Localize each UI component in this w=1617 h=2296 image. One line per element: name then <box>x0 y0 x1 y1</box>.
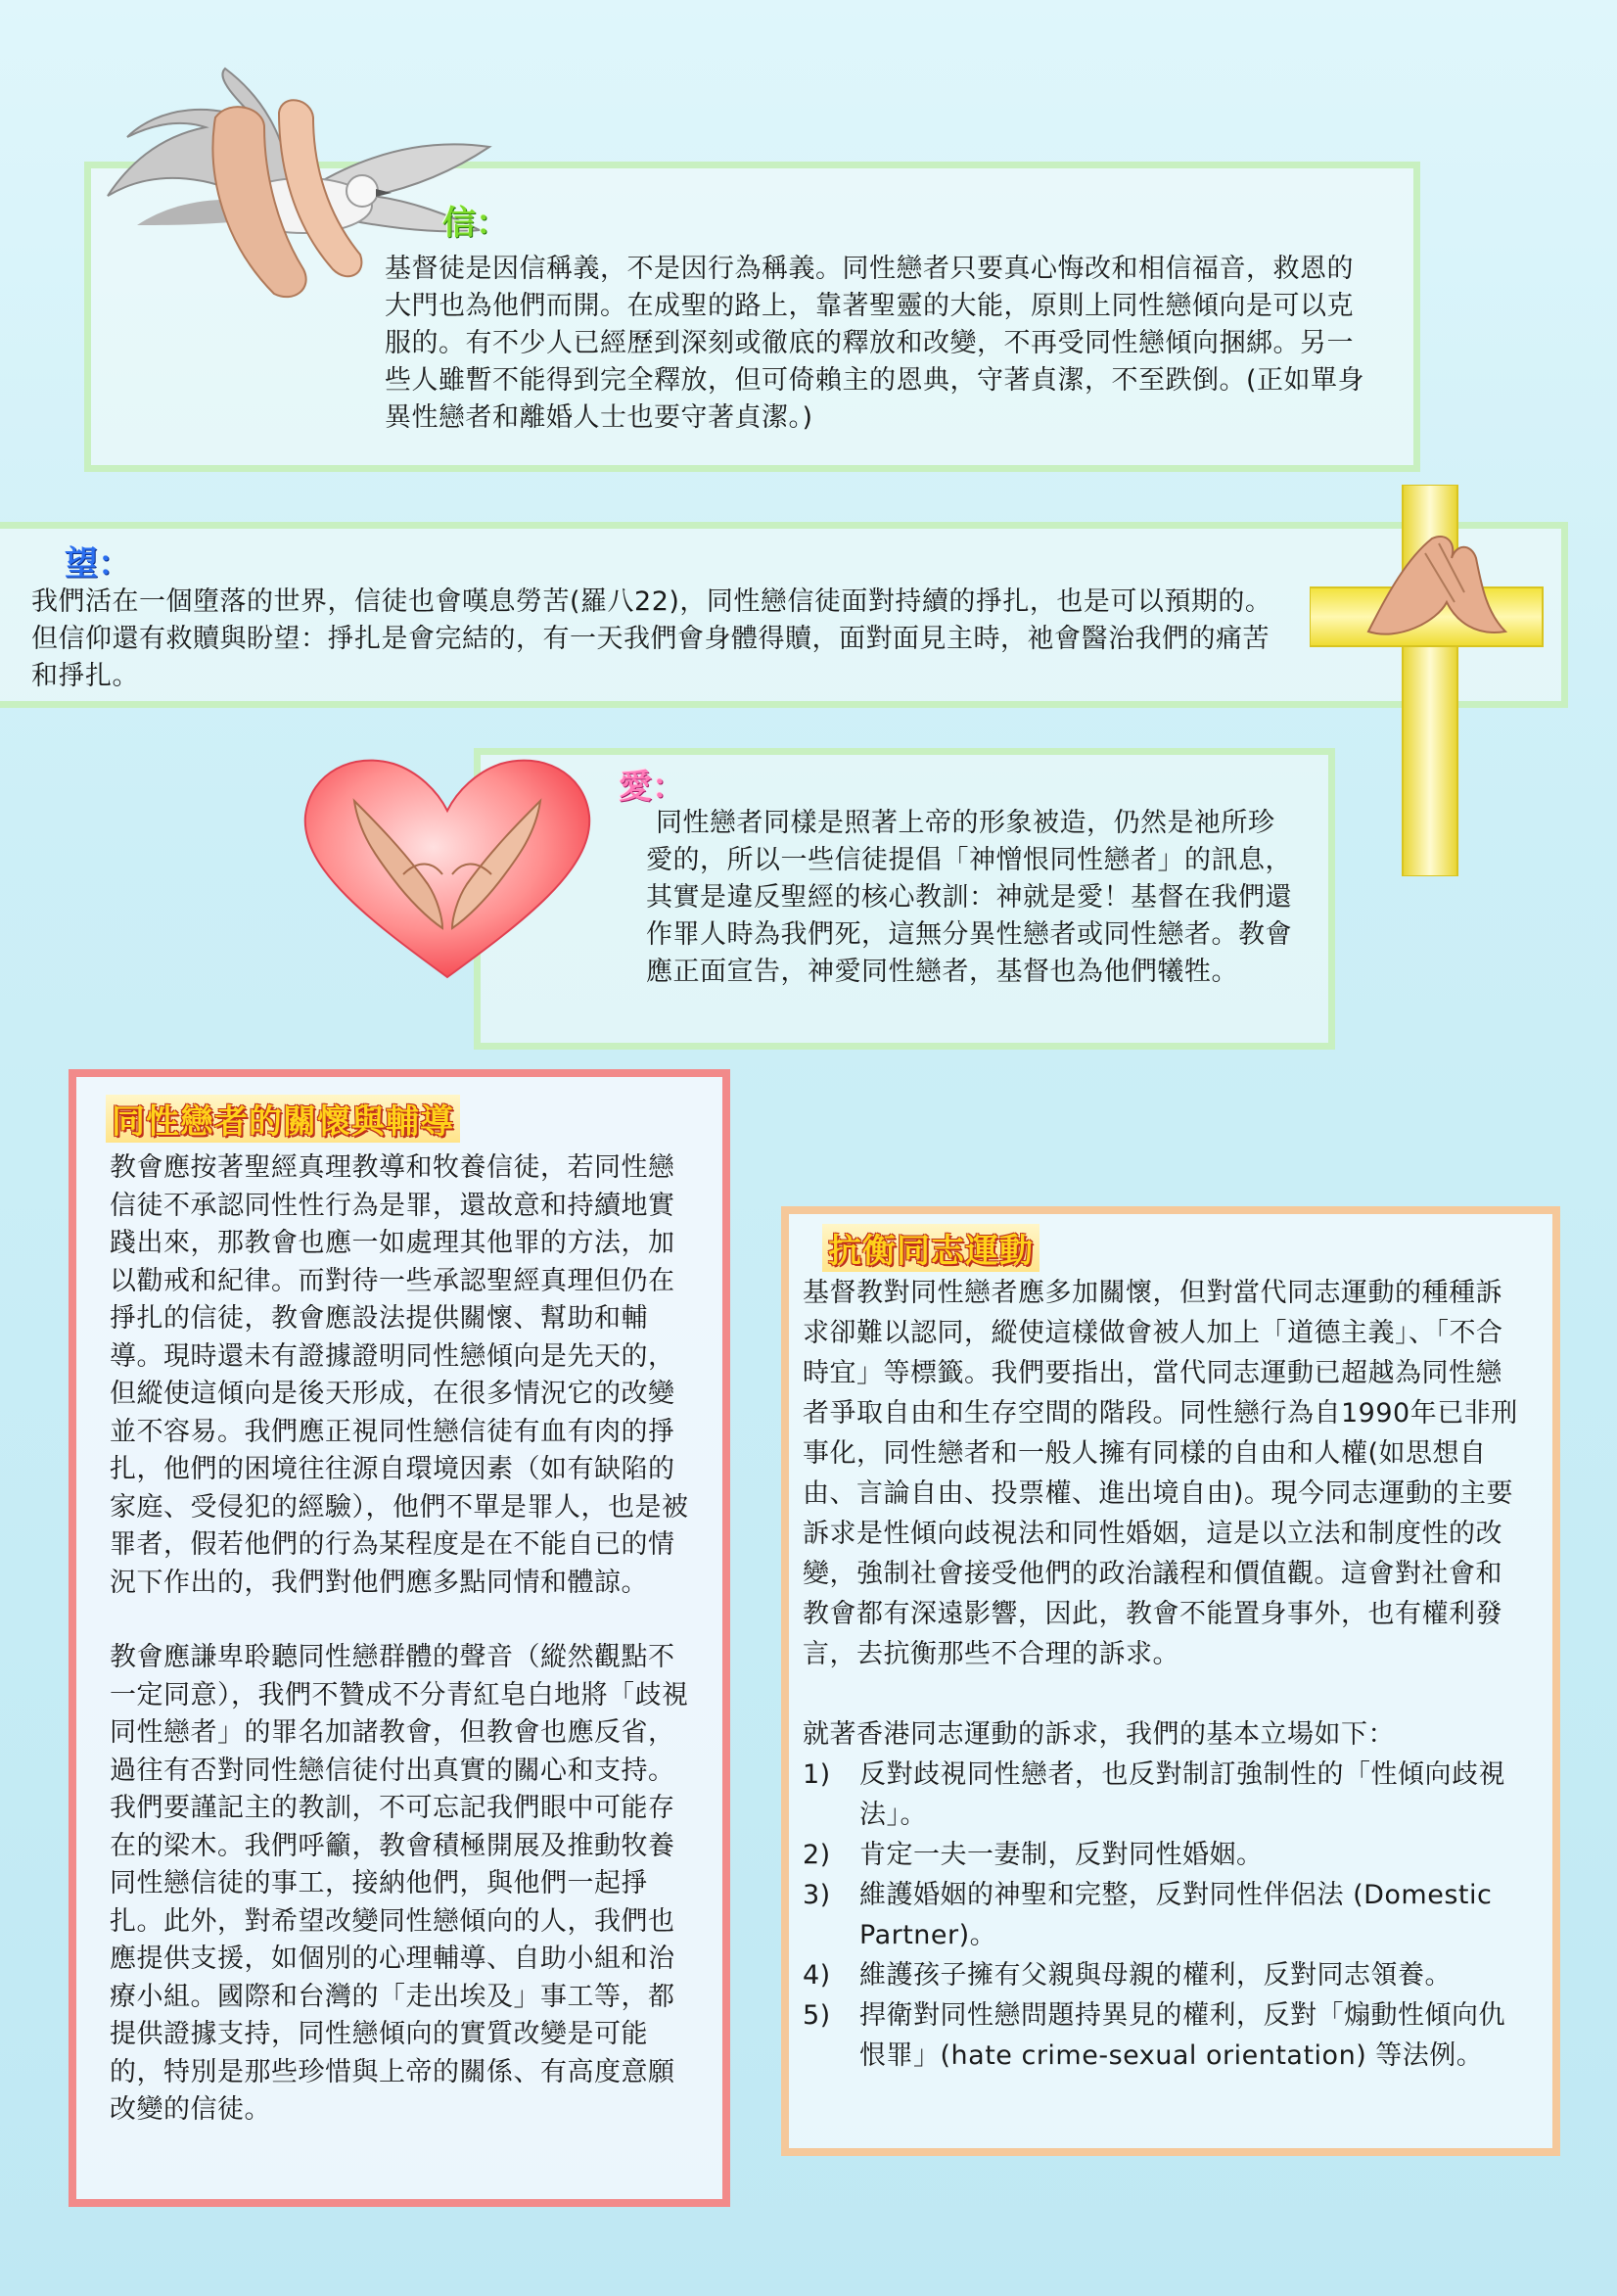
faith-text: 基督徒是因信稱義，不是因行為稱義。同性戀者只要真心悔改和相信福音，救恩的大門也為他們而開。在成聖的路上，靠著聖靈的大能，原則上同性戀傾向是可以克服的。有不少人已經歷到深刻或徹底的釋放和改變，不再受同性戀傾向捆綁。另一些人雖暫不能得到完全釋放，但可倚賴主的恩典，守著貞潔，不至跌倒。(正如單身異性戀者和離婚人士也要守著貞潔。) <box>385 254 1365 433</box>
resist-intro: 就著香港同志運動的訴求，我們的基本立場如下： <box>803 1719 1395 1750</box>
love-text: 同性戀者同樣是照著上帝的形象被造，仍然是祂所珍愛的，所以一些信徒提倡「神憎恨同性戀者」的訊息，其實是違反聖經的核心教訓：神就是愛！基督在我們還作罪人時為我們死，這無分異性戀者或同性戀者。教會應正面宣告，神愛同性戀者，基督也為他們犧牲。 <box>646 808 1292 987</box>
cross-praying-hands-icon <box>1310 485 1545 876</box>
care-body <box>110 1149 697 2130</box>
stance-number: 4) <box>803 1960 831 1991</box>
stance-item <box>803 1995 1522 2076</box>
stance-item <box>803 1835 1522 1875</box>
hope-text: 我們活在一個墮落的世界，信徒也會嘆息勞苦(羅八22)，同性戀信徒面對持續的掙扎，也是可以預期的。但信仰還有救贖與盼望：掙扎是會完結的，有一天我們會身體得贖，面對面見主時，祂會醫治我們的痛苦和掙扎。 <box>31 586 1272 691</box>
stance-number: 2) <box>803 1840 831 1870</box>
stance-text: 捍衛對同性戀問題持異見的權利，反對「煽動性傾向仇恨罪」(hate crime-sexual orientation) 等法例。 <box>859 2000 1505 2071</box>
care-title <box>106 1095 460 1143</box>
stance-list <box>803 1755 1522 2076</box>
stance-number: 5) <box>803 2000 831 2031</box>
resist-paragraph: 基督教對同性戀者應多加關懷，但對當代同志運動的種種訴求卻難以認同，縱使這樣做會被人加上「道德主義」、「不合時宜」等標籤。我們要指出，當代同志運動已超越為同性戀者爭取自由和生存空間的階段。同性戀行為自1990年已非刑事化，同性戀者和一般人擁有同樣的自由和人權(如思想自由、言論自由、投票權、進出境自由)。現今同志運動的主要訴求是性傾向歧視法和同性婚姻，這是以立法和制度性的改變，強制社會接受他們的政治議程和價值觀。這會對社會和教會都有深遠影響，因此，教會不能置身事外，也有權利發言，去抗衡那些不合理的訴求。 <box>803 1278 1518 1669</box>
faith-heading: 信： <box>442 204 509 243</box>
stance-number: 3) <box>803 1880 831 1910</box>
stance-item <box>803 1955 1522 1995</box>
stance-number: 1) <box>803 1759 831 1790</box>
love-heading: 愛： <box>619 768 685 807</box>
resist-body <box>803 1273 1522 2076</box>
hope-heading: 望： <box>65 544 131 584</box>
stance-item <box>803 1755 1522 1835</box>
stance-text: 反對歧視同性戀者，也反對制訂強制性的「性傾向歧視法」。 <box>859 1759 1505 1830</box>
resist-title <box>822 1224 1040 1272</box>
heart-hands-icon <box>296 752 599 982</box>
stance-text: 維護孩子擁有父親與母親的權利，反對同志領養。 <box>859 1960 1452 1991</box>
care-paragraph-1: 教會應按著聖經真理教導和牧養信徒，若同性戀信徒不承認同性性行為是罪，還故意和持續地實踐出來，那教會也應一如處理其他罪的方法，加以勸戒和紀律。而對待一些承認聖經真理但仍在掙扎的信徒，教會應設法提供關懷、幫助和輔導。現時還未有證據證明同性戀傾向是先天的，但縱使這傾向是後天形成，在很多情況它的改變並不容易。我們應正視同性戀信徒有血有肉的掙扎，他們的困境往往源自環境因素（如有缺陷的家庭、受侵犯的經驗），他們不單是罪人，也是被罪者，假若他們的行為某程度是在不能自已的情況下作出的，我們對他們應多點同情和體諒。 <box>110 1152 689 1598</box>
care-paragraph-2: 教會應謙卑聆聽同性戀群體的聲音（縱然觀點不一定同意），我們不贊成不分青紅皂白地將「歧視同性戀者」的罪名加諸教會，但教會也應反省，過往有否對同性戀信徒付出真實的關心和支持。我們要謹記主的教訓，不可忘記我們眼中可能存在的梁木。我們呼籲，教會積極開展及推動牧養同性戀信徒的事工，接納他們，與他們一起掙扎。此外，對希望改變同性戀傾向的人，我們也應提供支援，如個別的心理輔導、自助小組和治療小組。國際和台灣的「走出埃及」事工等，都提供證據支持，同性戀傾向的實質改變是可能的，特別是那些珍惜與上帝的關係、有高度意願改變的信徒。 <box>110 1642 689 2125</box>
stance-text: 維護婚姻的神聖和完整，反對同性伴侶法 (Domestic Partner)。 <box>859 1880 1493 1950</box>
resist-title-text: 抗衡同志運動 <box>828 1232 1034 1271</box>
stance-item <box>803 1875 1522 1955</box>
stance-text: 肯定一夫一妻制，反對同性婚姻。 <box>859 1840 1264 1870</box>
care-title-text: 同性戀者的關懷與輔導 <box>112 1102 454 1142</box>
